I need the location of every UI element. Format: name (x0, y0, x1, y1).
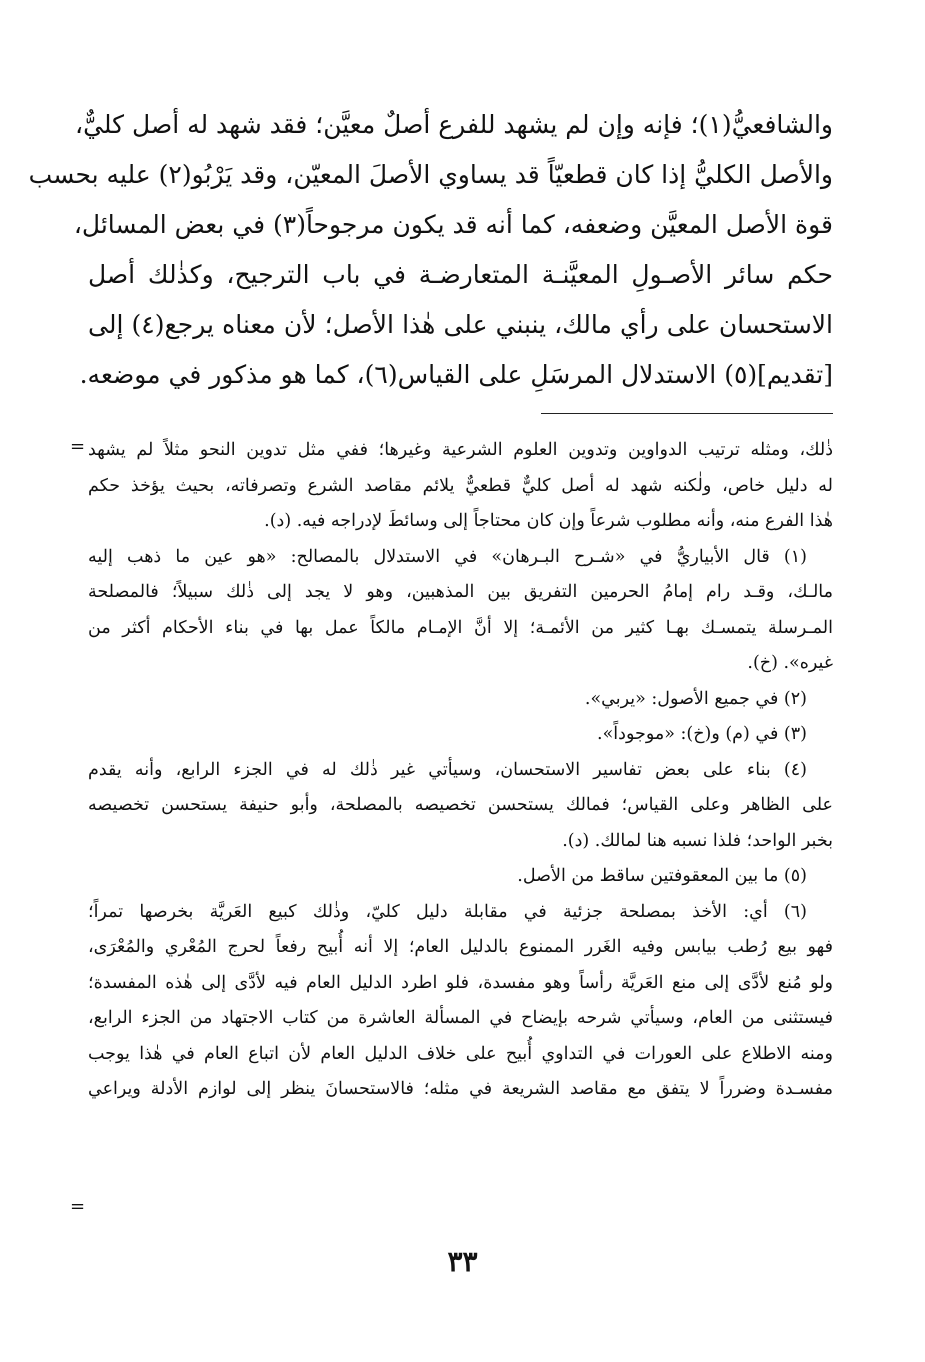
footnote-line: غيره». (خ). (747, 653, 833, 673)
footnote-line: فيستثنى من العام، وسيأتي شرحه بإيضاح في المسألة العاشرة من كتاب الاجتهاد من الجزء الرابع، (88, 1008, 833, 1028)
footnote-line: ذٰلك، ومثله ترتيب الدواوين وتدوين العلوم الشرعية وغيرها؛ ففي مثل تدوين النحو مثلاً لم يشهد (88, 440, 833, 460)
main-text-line: الاستحسان على رأي مالك، ينبني على هٰذا الأصل؛ لأن معناه يرجع(٤) إلى (88, 310, 833, 339)
footnote-line: فهو بيع رُطب بيابس وفيه الغَرر الممنوع بالدليل العام؛ إلا أنه أُبيح رفعاً لحرج المُعْري والمُعْرَى، (88, 937, 833, 957)
footnote-line: هٰذا الفرع منه، وأنه مطلوب شرعاً وإن كان محتاجاً إلى وسائطَ لإدراجه فيه. (د). (264, 511, 833, 531)
footnote-line: ومنه الاطلاع على العورات في التداوي أُبيح على خلاف الدليل العام لأن اتباع العام في هٰذا يوجب (88, 1043, 833, 1064)
footnote-line: (٣) في (م) و(خ): «موجوداً». (597, 724, 807, 744)
footnote-line: مالـك، وقـد رام إمامُ الحرمين التفريق بين المذهبين، وهو لا يجد إلى ذٰلك سبيلاً؛ فالمصلحة (88, 582, 833, 602)
footnote-line: (٢) في جميع الأصول: «يربي». (584, 688, 807, 709)
footnote-line: (٥) ما بين المعقوفتين ساقط من الأصل. (517, 866, 807, 886)
footnote-line: (٦) أي: الأخذ بمصلحة جزئية في مقابلة دليل كليّ، وذٰلك كبيع العَريَّة بخرصها تمراً؛ (88, 901, 807, 922)
main-text-line: [تقديم](٥) الاستدلال المرسَلِ على القياس(٦)، كما هو مذكور في موضعه. (79, 360, 833, 389)
footnotes-block (88, 433, 833, 1108)
page-number: ٣٣ (447, 1245, 478, 1278)
footnote-continuation-mark-top: = (70, 436, 86, 457)
main-text-line: قوة الأصل المعيَّن وضعفه، كما أنه قد يكون مرجوحاً(٣) في بعض المسائل، (73, 210, 833, 239)
main-text-line: حكم سائر الأصـولِ المعيَّنـة المتعارضـة في باب الترجيح، وكذٰلك أصل (88, 260, 833, 289)
main-text-line: والأصل الكليُّ إذا كان قطعيّاً قد يساوي الأصلَ المعيّن، وقد يَرْبُو(٢) عليه بحسب (28, 160, 833, 189)
footnote-line: المـرسلة يتمسـك بهـا كثير من الأئمـة؛ إلا أنَّ الإمـام مالكاً عمل بها في بناء الأحكام أكثر من (88, 617, 833, 638)
main-text-block (28, 100, 833, 400)
footnote-line: على الظاهر وعلى القياس؛ فمالك يستحسن تخصيصه بالمصلحة، وأبو حنيفة يستحسن تخصيصه (88, 795, 833, 815)
footnote-line: مفسـدة وضرراً لا يتفق مع مقاصد الشريعة في مثله؛ فالاستحسانَ ينظر إلى لوازم الأدلة ويراعي (88, 1079, 833, 1099)
footnote-line: له دليل خاص، ولٰكنه شهد له أصل كليٌّ قطعيٌّ يلائم مقاصد الشرع وتصرفاته، بحيث يؤخذ حكم (88, 475, 833, 496)
footnote-line: (٤) بناء على بعض تفاسير الاستحسان، وسيأتي غير ذٰلك له في الجزء الرابع، وأنه يقدم (88, 759, 807, 780)
footnote-line: ولو مُنع لأدَّى إلى منع العَريَّة رأساً وهو مفسدة، فلو اطرد الدليل العام فيه لأدَّى إلى هٰذه المفسدة؛ (88, 972, 833, 993)
footnote-separator (541, 413, 833, 414)
footnote-line: (١) قال الأبياريُّ في «شـرح البـرهان» في الاستدلال بالمصالح: «هو عين ما ذهب إليه (88, 546, 807, 567)
footnote-line: بخبر الواحد؛ فلذا نسبه هنا لمالك. (د). (562, 830, 833, 851)
main-text-line: والشافعيُّ(١)؛ فإنه وإن لم يشهد للفرع أصلٌ معيَّن؛ فقد شهد له أصل كليٌّ، (75, 110, 833, 139)
footnote-continuation-mark-bottom: = (70, 1196, 86, 1217)
